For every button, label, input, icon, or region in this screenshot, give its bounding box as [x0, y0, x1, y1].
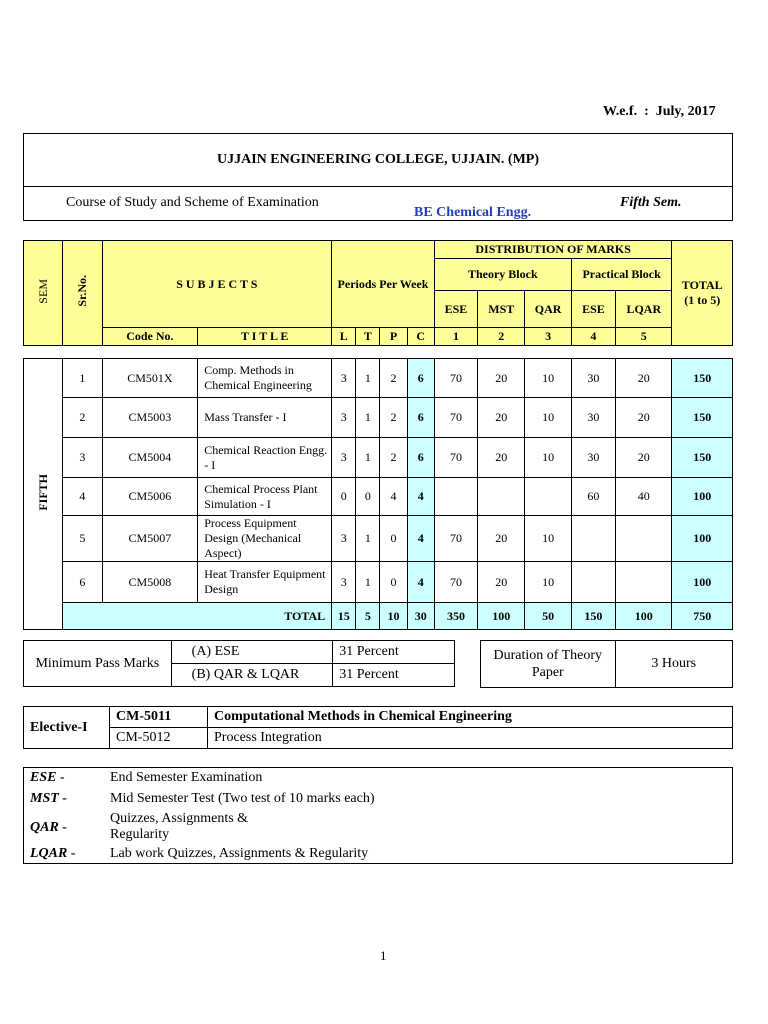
l-cell: 3 [332, 516, 356, 562]
abbr-key: MST - [30, 791, 67, 806]
lqar-cell: 20 [616, 438, 672, 478]
total-cell: 100 [672, 478, 733, 516]
mst-header: MST [478, 291, 525, 328]
program-name: BE Chemical Engg. [414, 205, 532, 220]
practical-ese-cell: 30 [571, 398, 615, 438]
qar-cell: 10 [525, 398, 571, 438]
total-header: TOTAL (1 to 5) [672, 241, 733, 346]
code-cell: CM501X [102, 359, 198, 398]
abbr-key: LQAR - [30, 846, 76, 861]
code-cell: CM5006 [102, 478, 198, 516]
t-cell: 1 [356, 359, 380, 398]
totals-label: TOTAL [63, 603, 332, 630]
abbr-value: Mid Semester Test (Two test of 10 marks each) [110, 791, 375, 806]
l-cell: 3 [332, 398, 356, 438]
ese-cell: 70 [434, 438, 477, 478]
page-number: 1 [380, 948, 387, 963]
p-cell: 0 [380, 562, 407, 603]
totals-pese-cell: 150 [571, 603, 615, 630]
abbr-value: Lab work Quizzes, Assignments & Regularity [110, 846, 369, 861]
qar-header: QAR [525, 291, 571, 328]
table-row [24, 478, 733, 516]
practical-ese-cell: 30 [571, 438, 615, 478]
p-cell: 4 [380, 478, 407, 516]
sr-cell: 6 [63, 562, 102, 603]
ese-header: ESE [434, 291, 477, 328]
p-cell: 2 [380, 398, 407, 438]
c-cell: 4 [407, 516, 434, 562]
distribution-header: DISTRIBUTION OF MARKS [434, 241, 672, 259]
sr-cell: 5 [63, 516, 102, 562]
elective-table [23, 706, 733, 749]
t-cell: 1 [356, 438, 380, 478]
totals-ese-cell: 350 [434, 603, 477, 630]
totals-lqar-cell: 100 [616, 603, 672, 630]
t-cell: 1 [356, 398, 380, 438]
c-cell: 4 [407, 562, 434, 603]
mst-cell: 20 [478, 438, 525, 478]
p-header: P [380, 328, 407, 346]
title-cell: Chemical Reaction Engg. - I [198, 438, 332, 478]
practical-ese-cell [571, 516, 615, 562]
elective-title: Process Integration [208, 728, 733, 749]
title-cell: Process Equipment Design (Mechanical Aspect) [198, 516, 332, 562]
col-num-5: 5 [616, 328, 672, 346]
lqar-cell [616, 562, 672, 603]
sr-cell: 3 [63, 438, 102, 478]
c-cell: 6 [407, 438, 434, 478]
practical-ese-header: ESE [571, 291, 615, 328]
t-cell: 1 [356, 516, 380, 562]
title-cell: Chemical Process Plant Simulation - I [198, 478, 332, 516]
total-cell: 150 [672, 438, 733, 478]
ese-cell: 70 [434, 398, 477, 438]
wef-date: W.e.f. : July, 2017 [603, 104, 716, 119]
lqar-cell: 20 [616, 359, 672, 398]
lqar-cell: 20 [616, 398, 672, 438]
lqar-cell [616, 516, 672, 562]
l-header: L [332, 328, 356, 346]
title-cell: Heat Transfer Equipment Design [198, 562, 332, 603]
total-cell: 100 [672, 516, 733, 562]
srno-header: Sr.No. [63, 241, 102, 346]
qar-cell: 10 [525, 562, 571, 603]
totals-row [24, 603, 733, 630]
ese-cell: 70 [434, 516, 477, 562]
p-cell: 2 [380, 438, 407, 478]
practical-ese-cell: 30 [571, 359, 615, 398]
abbr-key: QAR - [30, 820, 67, 835]
t-cell: 0 [356, 478, 380, 516]
qar-cell: 10 [525, 516, 571, 562]
duration-value: 3 Hours [615, 641, 732, 688]
practical-ese-cell: 60 [571, 478, 615, 516]
l-cell: 0 [332, 478, 356, 516]
col-num-1: 1 [434, 328, 477, 346]
table-row [24, 398, 733, 438]
mst-cell [478, 478, 525, 516]
code-header: Code No. [102, 328, 198, 346]
total-cell: 150 [672, 398, 733, 438]
p-cell: 0 [380, 516, 407, 562]
ese-cell: 70 [434, 359, 477, 398]
totals-qar-cell: 50 [525, 603, 571, 630]
duration-table [480, 640, 733, 688]
sr-cell: 1 [63, 359, 102, 398]
abbr-key: ESE - [30, 770, 65, 785]
mst-cell: 20 [478, 516, 525, 562]
pass-a-label: (A) ESE [171, 641, 333, 664]
l-cell: 3 [332, 438, 356, 478]
qar-cell: 10 [525, 359, 571, 398]
col-num-2: 2 [478, 328, 525, 346]
semester-cell: FIFTH [24, 359, 63, 630]
c-cell: 4 [407, 478, 434, 516]
totals-total-cell: 750 [672, 603, 733, 630]
l-cell: 3 [332, 562, 356, 603]
abbr-value: Quizzes, Assignments & Regularity [110, 811, 249, 842]
pass-a-value: 31 Percent [333, 641, 455, 664]
qar-cell: 10 [525, 438, 571, 478]
qar-cell [525, 478, 571, 516]
ese-cell [434, 478, 477, 516]
min-pass-label: Minimum Pass Marks [24, 641, 172, 687]
total-cell: 100 [672, 562, 733, 603]
t-cell: 1 [356, 562, 380, 603]
table-row [24, 516, 733, 562]
subjects-header: S U B J E C T S [102, 241, 332, 328]
scheme-table-header [23, 240, 733, 346]
code-cell: CM5004 [102, 438, 198, 478]
code-cell: CM5008 [102, 562, 198, 603]
practical-block-header: Practical Block [571, 259, 672, 291]
table-row [24, 438, 733, 478]
sr-cell: 4 [63, 478, 102, 516]
totals-t-cell: 5 [356, 603, 380, 630]
periods-header: Periods Per Week [332, 241, 435, 328]
table-row [24, 359, 733, 398]
l-cell: 3 [332, 359, 356, 398]
mst-cell: 20 [478, 359, 525, 398]
abbreviations-box [23, 767, 733, 864]
mst-cell: 20 [478, 398, 525, 438]
elective-label: Elective-I [24, 707, 110, 749]
title-header: T I T L E [198, 328, 332, 346]
ese-cell: 70 [434, 562, 477, 603]
table-row [24, 562, 733, 603]
sr-cell: 2 [63, 398, 102, 438]
totals-c-cell: 30 [407, 603, 434, 630]
c-cell: 6 [407, 398, 434, 438]
col-num-4: 4 [571, 328, 615, 346]
lqar-header: LQAR [616, 291, 672, 328]
c-header: C [407, 328, 434, 346]
duration-label: Duration of Theory Paper [481, 641, 616, 688]
totals-l-cell: 15 [332, 603, 356, 630]
code-cell: CM5003 [102, 398, 198, 438]
totals-mst-cell: 100 [478, 603, 525, 630]
title-cell: Mass Transfer - I [198, 398, 332, 438]
pass-b-label: (B) QAR & LQAR [171, 664, 333, 687]
c-cell: 6 [407, 359, 434, 398]
lqar-cell: 40 [616, 478, 672, 516]
mst-cell: 20 [478, 562, 525, 603]
total-cell: 150 [672, 359, 733, 398]
practical-ese-cell [571, 562, 615, 603]
p-cell: 2 [380, 359, 407, 398]
min-pass-marks-table [23, 640, 455, 687]
t-header: T [356, 328, 380, 346]
course-title: Course of Study and Scheme of Examination [66, 195, 319, 210]
semester-label: Fifth Sem. [620, 195, 682, 210]
theory-block-header: Theory Block [434, 259, 571, 291]
elective-title: Computational Methods in Chemical Engineering [208, 707, 733, 728]
code-cell: CM5007 [102, 516, 198, 562]
scheme-table-body [23, 358, 733, 630]
totals-p-cell: 10 [380, 603, 407, 630]
pass-b-value: 31 Percent [333, 664, 455, 687]
elective-code: CM-5012 [110, 728, 208, 749]
title-cell: Comp. Methods in Chemical Engineering [198, 359, 332, 398]
sem-header: SEM [24, 241, 63, 346]
abbr-value: End Semester Examination [110, 770, 263, 785]
header-box [23, 133, 733, 221]
elective-code: CM-5011 [110, 707, 208, 728]
college-name: UJJAIN ENGINEERING COLLEGE, UJJAIN. (MP) [24, 134, 732, 187]
col-num-3: 3 [525, 328, 571, 346]
